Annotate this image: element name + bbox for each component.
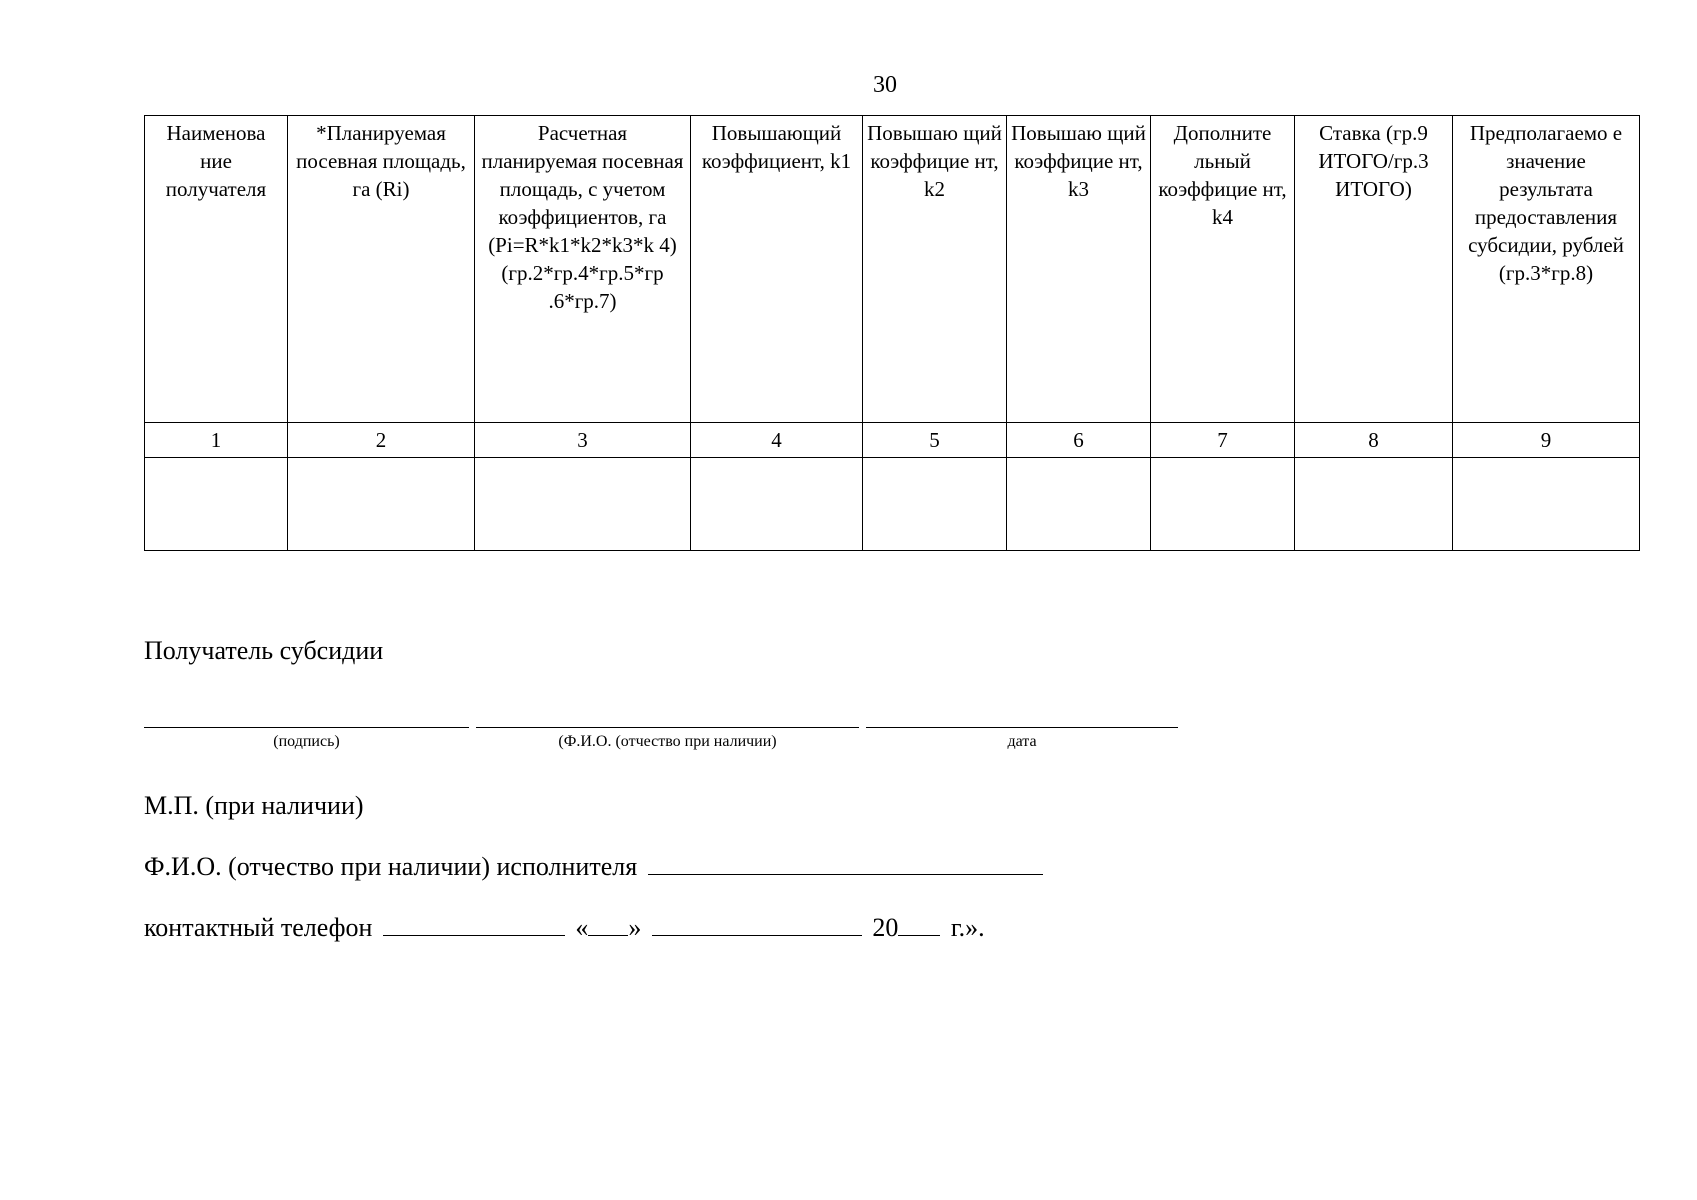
phone-line (144, 913, 985, 943)
month-blank[interactable] (652, 913, 862, 936)
quote-open: « (575, 913, 589, 942)
header-cell-calculated-area: Расчетная планируемая посевная площадь, с учетом коэффициентов, га (Pi=R*k1*k2*k3*k 4) (гр.2*гр.4*гр.5*гр .6*гр.7) (475, 116, 691, 423)
column-number: 1 (145, 423, 288, 458)
year-blank[interactable] (898, 913, 940, 936)
data-cell[interactable] (288, 458, 475, 551)
recipient-label: Получатель субсидии (144, 636, 384, 665)
year-prefix: 20 (872, 913, 899, 942)
date-line (866, 727, 1178, 728)
data-cell[interactable] (1295, 458, 1453, 551)
signature-line (144, 727, 469, 728)
data-cell[interactable] (1453, 458, 1640, 551)
header-cell-planned-area: *Планируемая посевная площадь, га (Ri) (288, 116, 475, 423)
data-cell[interactable] (1007, 458, 1151, 551)
column-number: 9 (1453, 423, 1640, 458)
column-number: 2 (288, 423, 475, 458)
year-suffix: г.». (950, 913, 985, 942)
signature-caption: (подпись) (273, 733, 340, 750)
executor-line (144, 852, 1043, 882)
full-name-line (476, 727, 859, 728)
executor-label: Ф.И.О. (отчество при наличии) исполнителя (144, 852, 638, 881)
header-cell-coefficient-k4: Дополните льный коэффицие нт, k4 (1151, 116, 1295, 423)
day-blank[interactable] (588, 913, 628, 936)
date-caption: дата (1007, 733, 1037, 750)
date-field[interactable] (866, 727, 1178, 751)
column-number: 3 (475, 423, 691, 458)
signature-field[interactable] (144, 727, 469, 751)
header-cell-expected-result: Предполагаемо е значение результата предоставления субсидии, рублей (гр.3*гр.8) (1453, 116, 1640, 423)
column-number: 6 (1007, 423, 1151, 458)
executor-name-blank[interactable] (648, 852, 1043, 875)
data-cell[interactable] (1151, 458, 1295, 551)
header-cell-coefficient-k3: Повышаю щий коэффицие нт, k3 (1007, 116, 1151, 423)
header-cell-coefficient-k1: Повышающий коэффициент, k1 (691, 116, 863, 423)
column-number: 5 (863, 423, 1007, 458)
table-header-row (145, 116, 1640, 423)
page-number: 30 (873, 72, 897, 98)
data-cell[interactable] (145, 458, 288, 551)
phone-label: контактный телефон (144, 913, 373, 942)
data-cell[interactable] (691, 458, 863, 551)
subsidy-calculation-table (144, 115, 1640, 551)
data-cell[interactable] (863, 458, 1007, 551)
header-cell-recipient-name: Наименова ние получателя (145, 116, 288, 423)
column-number: 4 (691, 423, 863, 458)
column-number-row (145, 423, 1640, 458)
header-cell-rate: Ставка (гр.9 ИТОГО/гр.3 ИТОГО) (1295, 116, 1453, 423)
empty-data-row (145, 458, 1640, 551)
full-name-field[interactable] (476, 727, 859, 751)
full-name-caption: (Ф.И.О. (отчество при наличии) (558, 733, 777, 750)
stamp-label: М.П. (при наличии) (144, 791, 364, 820)
column-number: 8 (1295, 423, 1453, 458)
header-cell-coefficient-k2: Повышаю щий коэффицие нт, k2 (863, 116, 1007, 423)
quote-close: » (628, 913, 642, 942)
phone-number-blank[interactable] (383, 913, 565, 936)
data-cell[interactable] (475, 458, 691, 551)
column-number: 7 (1151, 423, 1295, 458)
